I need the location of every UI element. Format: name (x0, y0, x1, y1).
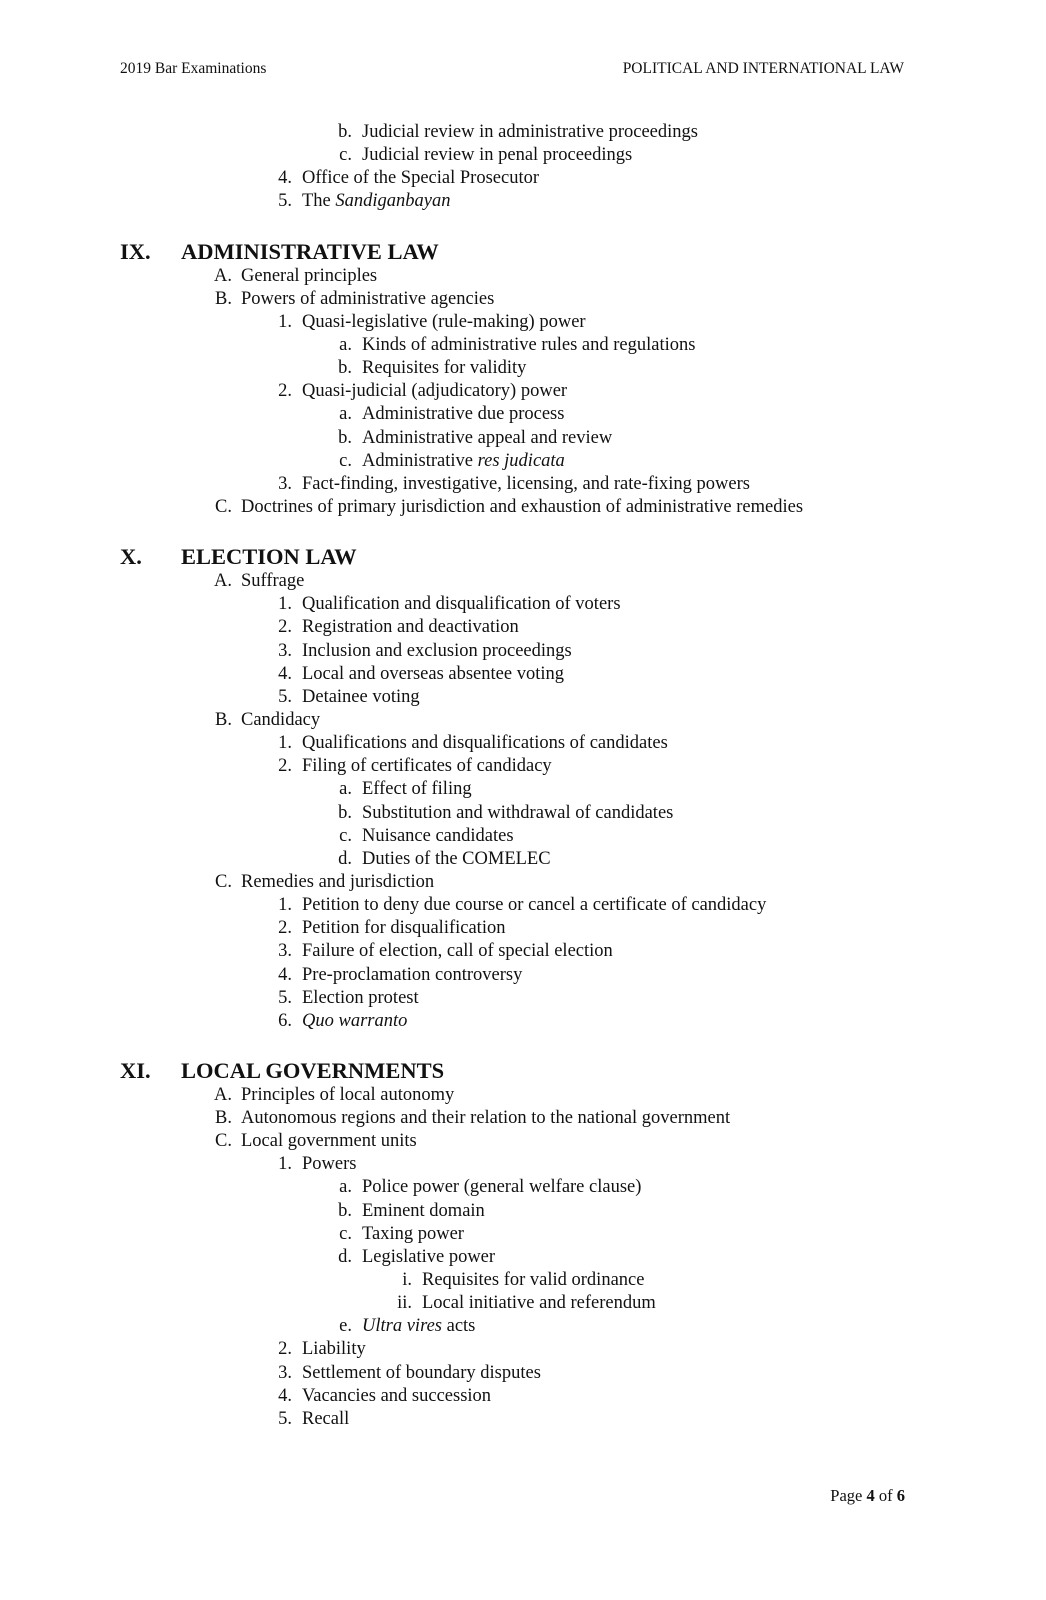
item-text-plain: Suffrage (241, 571, 305, 592)
item-text-plain: Judicial review in administrative proceedings (362, 122, 698, 142)
item-text (302, 616, 519, 639)
item-text-plain: Inclusion and exclusion proceedings (302, 640, 572, 661)
item-text-plain: Taxing power (362, 1223, 464, 1244)
header-right: POLITICAL AND INTERNATIONAL LAW (622, 60, 904, 77)
item-text (241, 709, 320, 732)
item-marker: e. (339, 1316, 352, 1337)
item-marker: 5. (278, 686, 292, 707)
item-text (302, 640, 572, 663)
item-text-plain: Liability (302, 1339, 366, 1360)
outline-item (0, 427, 1046, 450)
item-marker: 5. (278, 191, 292, 212)
outline-item (0, 1246, 1046, 1269)
outline-item (0, 357, 1046, 380)
item-text (302, 1153, 356, 1176)
item-text-plain: Vacancies and succession (302, 1385, 492, 1406)
item-text (302, 663, 564, 686)
item-marker: b. (338, 802, 352, 823)
item-marker: 5. (278, 987, 292, 1008)
item-text-plain: Candidacy (241, 709, 321, 730)
outline-item (0, 144, 1046, 167)
outline-item (0, 311, 1046, 334)
outline-item (0, 1107, 1046, 1130)
outline-item (0, 1130, 1046, 1153)
outline-item (0, 265, 1046, 288)
section-numeral: IX. (120, 238, 151, 264)
item-marker: 3. (278, 473, 292, 494)
section-title: ELECTION LAW (181, 544, 357, 570)
item-text (362, 848, 551, 871)
outline-item (0, 570, 1046, 593)
item-text-italic: Ultra vires (362, 1316, 442, 1337)
item-marker: C. (215, 496, 232, 517)
outline-item (0, 1269, 1046, 1292)
outline-item (0, 964, 1046, 987)
outline-item (0, 1385, 1046, 1408)
item-marker: 2. (278, 1339, 292, 1360)
item-text (302, 167, 539, 190)
section-numeral: XI. (120, 1057, 151, 1083)
section-numeral: X. (120, 544, 142, 570)
item-text-plain: Pre-proclamation controversy (302, 964, 523, 985)
item-text-plain: Quasi-legislative (rule-making) power (302, 311, 586, 332)
item-marker: B. (215, 709, 232, 730)
item-text (302, 1362, 541, 1385)
total-pages: 6 (896, 1486, 905, 1505)
item-text-plain: Powers of administrative agencies (241, 288, 495, 309)
item-marker: 5. (278, 1408, 292, 1429)
item-marker: 1. (278, 1154, 292, 1175)
item-marker: b. (338, 427, 352, 448)
item-text (362, 1200, 485, 1223)
outline-item (0, 190, 1046, 213)
outline-item (0, 709, 1046, 732)
item-marker: 2. (278, 381, 292, 402)
outline-item (0, 496, 1046, 519)
item-text (362, 144, 632, 167)
outline-item (0, 1010, 1046, 1033)
outline-item (0, 871, 1046, 894)
item-marker: ii. (397, 1293, 412, 1314)
item-text (241, 496, 803, 519)
item-text (302, 190, 451, 213)
item-marker: b. (338, 358, 352, 379)
item-text-plain: Doctrines of primary jurisdiction and exhaustion of administrative remedies (241, 496, 804, 517)
item-text (362, 357, 526, 380)
outline-item (0, 450, 1046, 473)
item-marker: 3. (278, 640, 292, 661)
item-text-plain: Detainee voting (302, 686, 420, 707)
item-text (241, 265, 377, 288)
item-text (241, 288, 494, 311)
outline-content (0, 121, 1046, 1431)
item-text-plain: Requisites for validity (362, 358, 527, 379)
item-marker: 1. (278, 733, 292, 754)
item-marker: a. (339, 334, 352, 355)
item-text (302, 987, 419, 1010)
item-marker: c. (339, 145, 352, 166)
item-text-plain: Administrative due process (362, 404, 565, 425)
item-text (302, 380, 567, 403)
item-text-plain: Requisites for valid ordinance (422, 1270, 645, 1291)
item-marker: b. (338, 122, 352, 142)
item-text (362, 1246, 495, 1269)
item-text-plain: Qualifications and disqualifications of candidates (302, 733, 668, 754)
item-text (302, 1408, 349, 1431)
outline-item (0, 987, 1046, 1010)
item-marker: 2. (278, 918, 292, 939)
item-marker: c. (339, 450, 352, 471)
item-text-italic: Quo warranto (302, 1010, 408, 1031)
outline-item (0, 334, 1046, 357)
item-text (302, 964, 522, 987)
item-marker: 1. (278, 594, 292, 615)
item-text (241, 1107, 730, 1130)
item-text (302, 473, 750, 496)
item-text (302, 686, 420, 709)
outline-item (0, 663, 1046, 686)
item-text (241, 1084, 454, 1107)
item-text-plain: Principles of local autonomy (241, 1084, 455, 1105)
item-marker: A. (214, 265, 232, 286)
outline-item (0, 1153, 1046, 1176)
section-title: LOCAL GOVERNMENTS (181, 1057, 445, 1083)
item-text-plain: Police power (general welfare clause) (362, 1177, 642, 1198)
outline-item (0, 1200, 1046, 1223)
item-text-plain: Petition to deny due course or cancel a certificate of candidacy (302, 895, 767, 916)
outline-item (0, 825, 1046, 848)
outline-item (0, 1084, 1046, 1107)
section-heading (0, 1058, 1046, 1084)
item-marker: C. (215, 871, 232, 892)
outline-item (0, 616, 1046, 639)
item-text-plain: Administrative (362, 450, 478, 471)
item-text (422, 1292, 656, 1315)
item-text-plain: Eminent domain (362, 1200, 485, 1221)
item-text (302, 732, 668, 755)
section-heading (0, 239, 1046, 265)
outline-item (0, 1292, 1046, 1315)
item-text (362, 778, 472, 801)
item-marker: 4. (278, 168, 292, 189)
item-text-plain: Petition for disqualification (302, 918, 506, 939)
item-text-plain: Fact-finding, investigative, licensing, and rate-fixing powers (302, 473, 750, 494)
item-text-plain: Settlement of boundary disputes (302, 1362, 541, 1383)
item-marker: 1. (278, 311, 292, 332)
outline-item (0, 380, 1046, 403)
item-text-italic: res judicata (477, 450, 565, 471)
item-marker: 2. (278, 756, 292, 777)
item-marker: a. (339, 779, 352, 800)
item-marker: 1. (278, 895, 292, 916)
item-marker: i. (402, 1270, 412, 1291)
item-text-plain: Powers (302, 1154, 357, 1175)
item-text (241, 570, 304, 593)
outline-item (0, 593, 1046, 616)
item-marker: A. (214, 1084, 232, 1105)
page-label: Page (830, 1486, 867, 1505)
outline-item (0, 167, 1046, 190)
item-text (302, 1338, 366, 1361)
item-text-plain: Administrative appeal and review (362, 427, 613, 448)
item-text (302, 1010, 407, 1033)
outline-item (0, 403, 1046, 426)
outline-item (0, 1315, 1046, 1338)
item-marker: A. (214, 571, 232, 592)
outline-item (0, 1408, 1046, 1431)
outline-item (0, 288, 1046, 311)
item-marker: 4. (278, 663, 292, 684)
item-text (302, 755, 552, 778)
item-text-plain: Duties of the COMELEC (362, 848, 551, 869)
item-text (362, 450, 565, 473)
item-text-plain: Qualification and disqualification of voters (302, 594, 621, 615)
item-marker: c. (339, 1223, 352, 1244)
page-number (830, 1486, 905, 1506)
outline-item (0, 686, 1046, 709)
outline-item (0, 917, 1046, 940)
item-text-plain: Legislative power (362, 1246, 496, 1267)
item-marker: a. (339, 1177, 352, 1198)
item-text-plain: General principles (241, 265, 378, 286)
item-text (302, 894, 766, 917)
item-text-plain: Recall (302, 1408, 350, 1429)
outline-item (0, 1176, 1046, 1199)
item-text (362, 121, 698, 144)
item-text (362, 1315, 475, 1338)
item-text (302, 311, 586, 334)
item-text (302, 917, 505, 940)
item-text (302, 593, 621, 616)
item-text (422, 1269, 644, 1292)
page-of-label: of (874, 1486, 897, 1505)
item-text-plain: Substitution and withdrawal of candidates (362, 802, 674, 823)
header-left: 2019 Bar Examinations (120, 60, 267, 77)
section-heading (0, 544, 1046, 570)
item-marker: b. (338, 1200, 352, 1221)
item-text-after: acts (442, 1316, 476, 1337)
item-marker: 6. (278, 1010, 292, 1031)
item-marker: 4. (278, 964, 292, 985)
item-text (302, 1385, 491, 1408)
item-text (362, 1223, 464, 1246)
item-marker: 3. (278, 1362, 292, 1383)
outline-item (0, 121, 1046, 144)
item-text-plain: Local initiative and referendum (422, 1293, 656, 1314)
outline-item (0, 778, 1046, 801)
outline-item (0, 1223, 1046, 1246)
outline-item (0, 894, 1046, 917)
item-marker: d. (338, 1246, 352, 1267)
item-marker: d. (338, 848, 352, 869)
item-text-plain: The (302, 191, 336, 212)
item-text-plain: Registration and deactivation (302, 617, 519, 638)
outline-item (0, 802, 1046, 825)
item-text (302, 940, 613, 963)
item-text-plain: Local and overseas absentee voting (302, 663, 564, 684)
item-text-plain: Remedies and jurisdiction (241, 871, 435, 892)
item-text-plain: Effect of filing (362, 779, 472, 800)
item-text (362, 403, 564, 426)
item-text-plain: Failure of election, call of special election (302, 941, 613, 962)
item-text-plain: Kinds of administrative rules and regulations (362, 334, 696, 355)
item-text (241, 1130, 417, 1153)
item-marker: B. (215, 288, 232, 309)
outline-item (0, 1362, 1046, 1385)
item-text (362, 427, 612, 450)
item-text (362, 1176, 641, 1199)
item-marker: 2. (278, 617, 292, 638)
item-text-italic: Sandiganbayan (335, 191, 451, 212)
item-text-plain: Quasi-judicial (adjudicatory) power (302, 381, 568, 402)
item-marker: a. (339, 404, 352, 425)
outline-item (0, 940, 1046, 963)
outline-item (0, 1338, 1046, 1361)
current-page: 4 (866, 1486, 875, 1505)
item-marker: 4. (278, 1385, 292, 1406)
outline-item (0, 473, 1046, 496)
section-title: ADMINISTRATIVE LAW (181, 238, 439, 264)
item-text-plain: Election protest (302, 987, 419, 1008)
item-text-plain: Autonomous regions and their relation to the national government (241, 1108, 731, 1129)
outline-item (0, 755, 1046, 778)
item-marker: c. (339, 825, 352, 846)
outline-item (0, 848, 1046, 871)
item-marker: C. (215, 1131, 232, 1152)
item-text-plain: Office of the Special Prosecutor (302, 168, 539, 189)
item-text-plain: Judicial review in penal proceedings (362, 145, 633, 166)
outline-item (0, 732, 1046, 755)
outline-item (0, 640, 1046, 663)
item-marker: 3. (278, 941, 292, 962)
item-text-plain: Filing of certificates of candidacy (302, 756, 552, 777)
item-text (362, 802, 673, 825)
item-text (362, 825, 514, 848)
item-text-plain: Local government units (241, 1131, 417, 1152)
item-text-plain: Nuisance candidates (362, 825, 514, 846)
item-text (362, 334, 695, 357)
item-marker: B. (215, 1108, 232, 1129)
item-text (241, 871, 434, 894)
